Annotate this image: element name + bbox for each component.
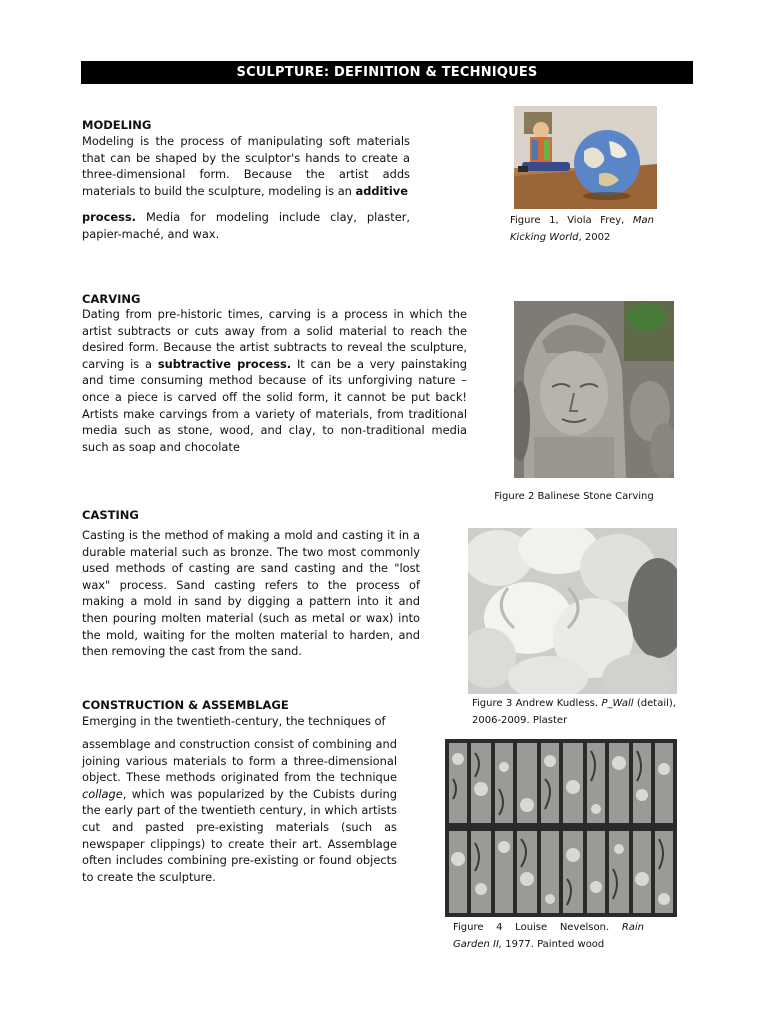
carving-paragraph xyxy=(82,306,467,455)
carving-text-2: It can be a very painstaking and time consuming method because of its unforgiving nature – once a piece is carved off the solid form, it cannot be put back! Artists make carvings from a variety of materials, from traditional media such as stone, wood, and clay, to non-traditional media such as soap and chocolate xyxy=(82,356,467,454)
figure-3-caption-suffix: (detail), 2006-2009. Plaster xyxy=(472,698,676,726)
modeling-paragraph-2 xyxy=(82,209,410,242)
figure-3-image xyxy=(468,528,677,694)
figure-1-image xyxy=(514,106,657,209)
construction-paragraph-1: Emerging in the twentieth-century, the techniques of xyxy=(82,714,386,728)
figure-2-image xyxy=(514,301,674,478)
construction-text-a: assemblage and construction consist of combining and joining various materials to form a three-dimensional object. These methods originated from the technique xyxy=(82,737,397,785)
figure-4-caption-prefix: Figure 4 Louise Nevelson. xyxy=(453,922,610,933)
modeling-text-1: Modeling is the process of manipulating soft materials that can be shaped by the sculptor's hands to create a three-dimensional form. Because the artist adds materials to build the sculpture, modeling is an xyxy=(82,134,410,198)
stone-carving-faces-icon xyxy=(514,301,674,478)
carving-heading: CARVING xyxy=(82,292,141,306)
construction-paragraph-2 xyxy=(82,736,397,885)
figure-4-caption-suffix: 1977. Painted wood xyxy=(505,938,605,950)
figure-3-caption xyxy=(472,696,676,729)
modeling-bold-process: process. xyxy=(82,210,136,224)
casting-paragraph: Casting is the method of making a mold and casting it in a durable material such as bronze. The two most commonly used methods of casting are sand casting and the "lost wax" process. Sand casting refers to the process of making a mold in sand by digging a pattern into it and then pouring molten material (such as metal or wax) into the mold, waiting for the molten material to harden, and then removing the cast from the sand. xyxy=(82,528,420,659)
modeling-heading: MODELING xyxy=(82,118,152,132)
figure-1-caption-prefix: Figure 1, Viola Frey, xyxy=(510,215,625,226)
figure-4-caption xyxy=(453,920,644,953)
assemblage-wood-panels-icon xyxy=(445,739,677,917)
modeling-paragraph-1 xyxy=(82,133,410,199)
figure-4-caption-title: Rain Garden II, xyxy=(453,922,645,950)
construction-text-b: , which was popularized by the Cubists during the early part of the twentieth century, in which artists cut and pasted pre-existing materials (such as newspaper clippings) to create their art. Assemblage often includes combining pre-existing or found objects to create the sculpture. xyxy=(82,786,397,884)
page-title: SCULPTURE: DEFINITION & TECHNIQUES xyxy=(81,61,693,84)
carving-text-1: Dating from pre-historic times, carving is a process in which the artist subtracts or cuts away from a solid material to reach the desired form. Because the artist subtracts to reveal the sculpture, carving is a xyxy=(82,307,467,371)
carving-bold-subtractive: subtractive process. xyxy=(157,356,292,371)
figure-1-caption-title: Man Kicking World xyxy=(510,215,654,243)
figure-4-image xyxy=(445,739,677,917)
modeling-bold-additive: additive xyxy=(355,183,408,198)
plaster-wall-relief-icon xyxy=(468,528,677,694)
casting-heading: CASTING xyxy=(82,508,139,522)
sculpture-man-globe-icon xyxy=(514,106,657,209)
construction-heading: CONSTRUCTION & ASSEMBLAGE xyxy=(82,698,289,712)
figure-2-caption: Figure 2 Balinese Stone Carving xyxy=(494,491,654,502)
figure-3-caption-prefix: Figure 3 Andrew Kudless. xyxy=(472,698,599,709)
construction-italic-collage: collage xyxy=(82,786,123,801)
figure-1-caption xyxy=(510,213,654,246)
figure-3-caption-title: P_Wall xyxy=(601,698,634,709)
modeling-text-2: Media for modeling include clay, plaster, papier-maché, and wax. xyxy=(82,210,411,241)
figure-1-caption-suffix: , 2002 xyxy=(578,231,611,243)
